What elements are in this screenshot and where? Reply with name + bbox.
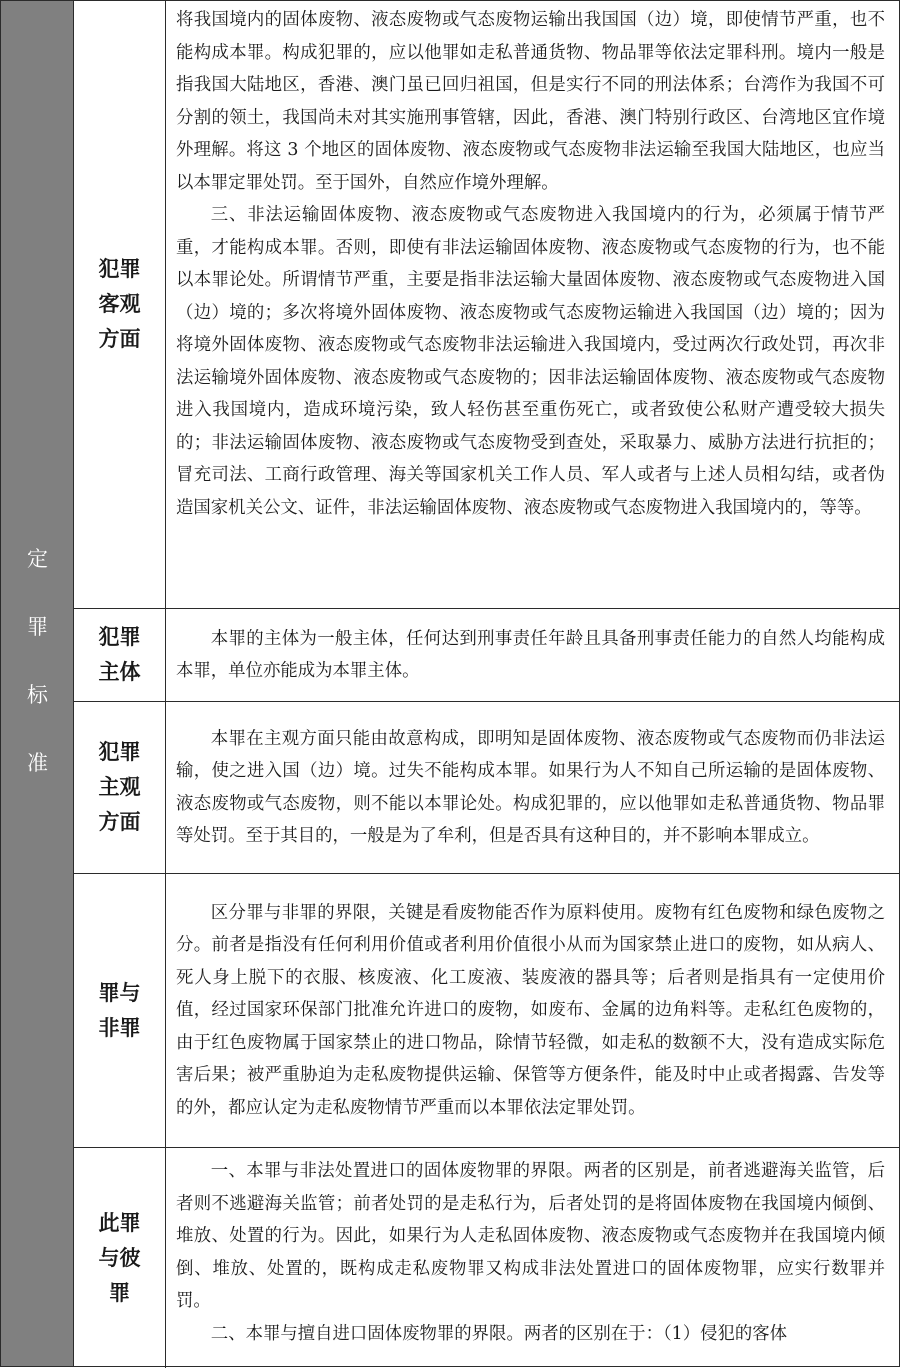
row-label: 犯罪主体: [98, 625, 141, 684]
row-content: [166, 874, 899, 1147]
row-content: [166, 609, 899, 701]
paragraph: 将我国境内的固体废物、液态废物或气态废物运输出我国国（边）境，即使情节严重，也不能构成本罪。构成犯罪的，应以他罪如走私普通货物、物品罪等依法定罪科刑。境内一般是指我国大陆地区，香港、澳门虽已回归祖国，但是实行不同的刑法体系；台湾作为我国不可分割的领土，我国尚未对其实施刑事管辖，因此，香港、澳门特别行政区、台湾地区宜作境外理解。将这 3 个地区的固体废物、液态废物或气态废物非法运输至我国大陆地区，也应当以本罪定罪处罚。至于国外，自然应作境外理解。: [176, 10, 885, 193]
row-label: 罪与非罪: [98, 980, 141, 1040]
row-label-cell: [74, 1, 166, 608]
paragraph: 本罪的主体为一般主体，任何达到刑事责任年龄且具备刑事责任能力的自然人均能构成本罪，单位亦能成为本罪主体。: [176, 628, 885, 681]
row-label: 此罪与彼罪: [98, 1210, 141, 1305]
row-label-cell: [74, 609, 166, 701]
side-label-char: 标: [27, 683, 48, 707]
paragraph: 二、本罪与擅自进口固体废物罪的界限。两者的区别在于：（1）侵犯的客体: [210, 1323, 788, 1344]
paragraph: 一、本罪与非法处置进口的固体废物罪的界限。两者的区别是，前者逃避海关监管，后者则不逃避海关监管；前者处罚的是走私行为，后者处罚的是将固体废物在我国境内倾倒、堆放、处置的行为。因此，如果行为人走私固体废物、液态废物或气态废物并在我国境内倾倒、堆放、处置的，既构成走私废物罪又构成非法处置进口的固体废物罪，应实行数罪并罚。: [176, 1161, 885, 1311]
side-label-char: 罪: [27, 615, 48, 639]
row-label-cell: [74, 702, 166, 873]
side-label-char: 准: [27, 751, 48, 775]
row-subject: [74, 609, 899, 702]
row-label: 犯罪主观方面: [98, 740, 141, 834]
paragraph: 区分罪与非罪的界限，关键是看废物能否作为原料使用。废物有红色废物和绿色废物之分。前者是指没有任何利用价值或者利用价值很小从而为国家禁止进口的废物，如从病人、死人身上脱下的衣服、核废液、化工废液、装废液的器具等；后者则是指具有一定使用价值，经过国家环保部门批准允许进口的废物，如废布、金属的边角料等。走私红色废物的，由于红色废物属于国家禁止的进口物品，除情节轻微，如走私的数额不大，没有造成实际危害后果；被严重胁迫为走私废物提供运输、保管等方便条件，能及时中止或者揭露、告发等的外，都应认定为走私废物情节严重而以本罪依法定罪处罚。: [176, 902, 885, 1118]
row-this-vs-other-crime: [74, 1148, 899, 1368]
paragraph: 三、非法运输固体废物、液态废物或气态废物进入我国境内的行为，必须属于情节严重，才能构成本罪。否则，即使有非法运输固体废物、液态废物或气态废物的行为，也不能以本罪论处。所谓情节严重，主要是指非法运输大量固体废物、液态废物或气态废物进入国（边）境的；多次将境外固体废物、液态废物或气态废物运输进入我国国（边）境的；因为将境外固体废物、液态废物或气态废物非法运输进入我国境内，受过两次行政处罚，再次非法运输境外固体废物、液态废物或气态废物的；因非法运输固体废物、液态废物或气态废物进入我国境内，造成环境污染，致人轻伤甚至重伤死亡，或者致使公私财产遭受较大损失的；非法运输固体废物、液态废物或气态废物受到查处，采取暴力、威胁方法进行抗拒的；冒充司法、工商行政管理、海关等国家机关工作人员、军人或者与上述人员相勾结，或者伪造国家机关公文、证件，非法运输固体废物、液态废物或气态废物进入我国境内的，等等。: [176, 205, 885, 518]
row-objective-aspect: [74, 1, 899, 609]
paragraph: 本罪在主观方面只能由故意构成，即明知是固体废物、液态废物或气态废物而仍非法运输，使之进入国（边）境。过失不能构成本罪。如果行为人不知自己所运输的是固体废物、液态废物或气态废物，则不能以本罪论处。构成犯罪的，应以他罪如走私普通货物、物品罪等处罚。至于其目的，一般是为了牟利，但是否具有这种目的，并不影响本罪成立。: [176, 728, 885, 846]
row-crime-vs-noncrime: [74, 874, 899, 1148]
row-label-cell: [74, 1148, 166, 1368]
row-label: 犯罪客观方面: [98, 257, 141, 351]
row-content: [166, 1, 899, 608]
side-label-char: 定: [27, 547, 48, 571]
row-content: [166, 702, 899, 873]
row-content: [166, 1148, 899, 1368]
row-subjective-aspect: [74, 702, 899, 874]
row-label-cell: [74, 874, 166, 1147]
side-label-column: [1, 1, 74, 1366]
